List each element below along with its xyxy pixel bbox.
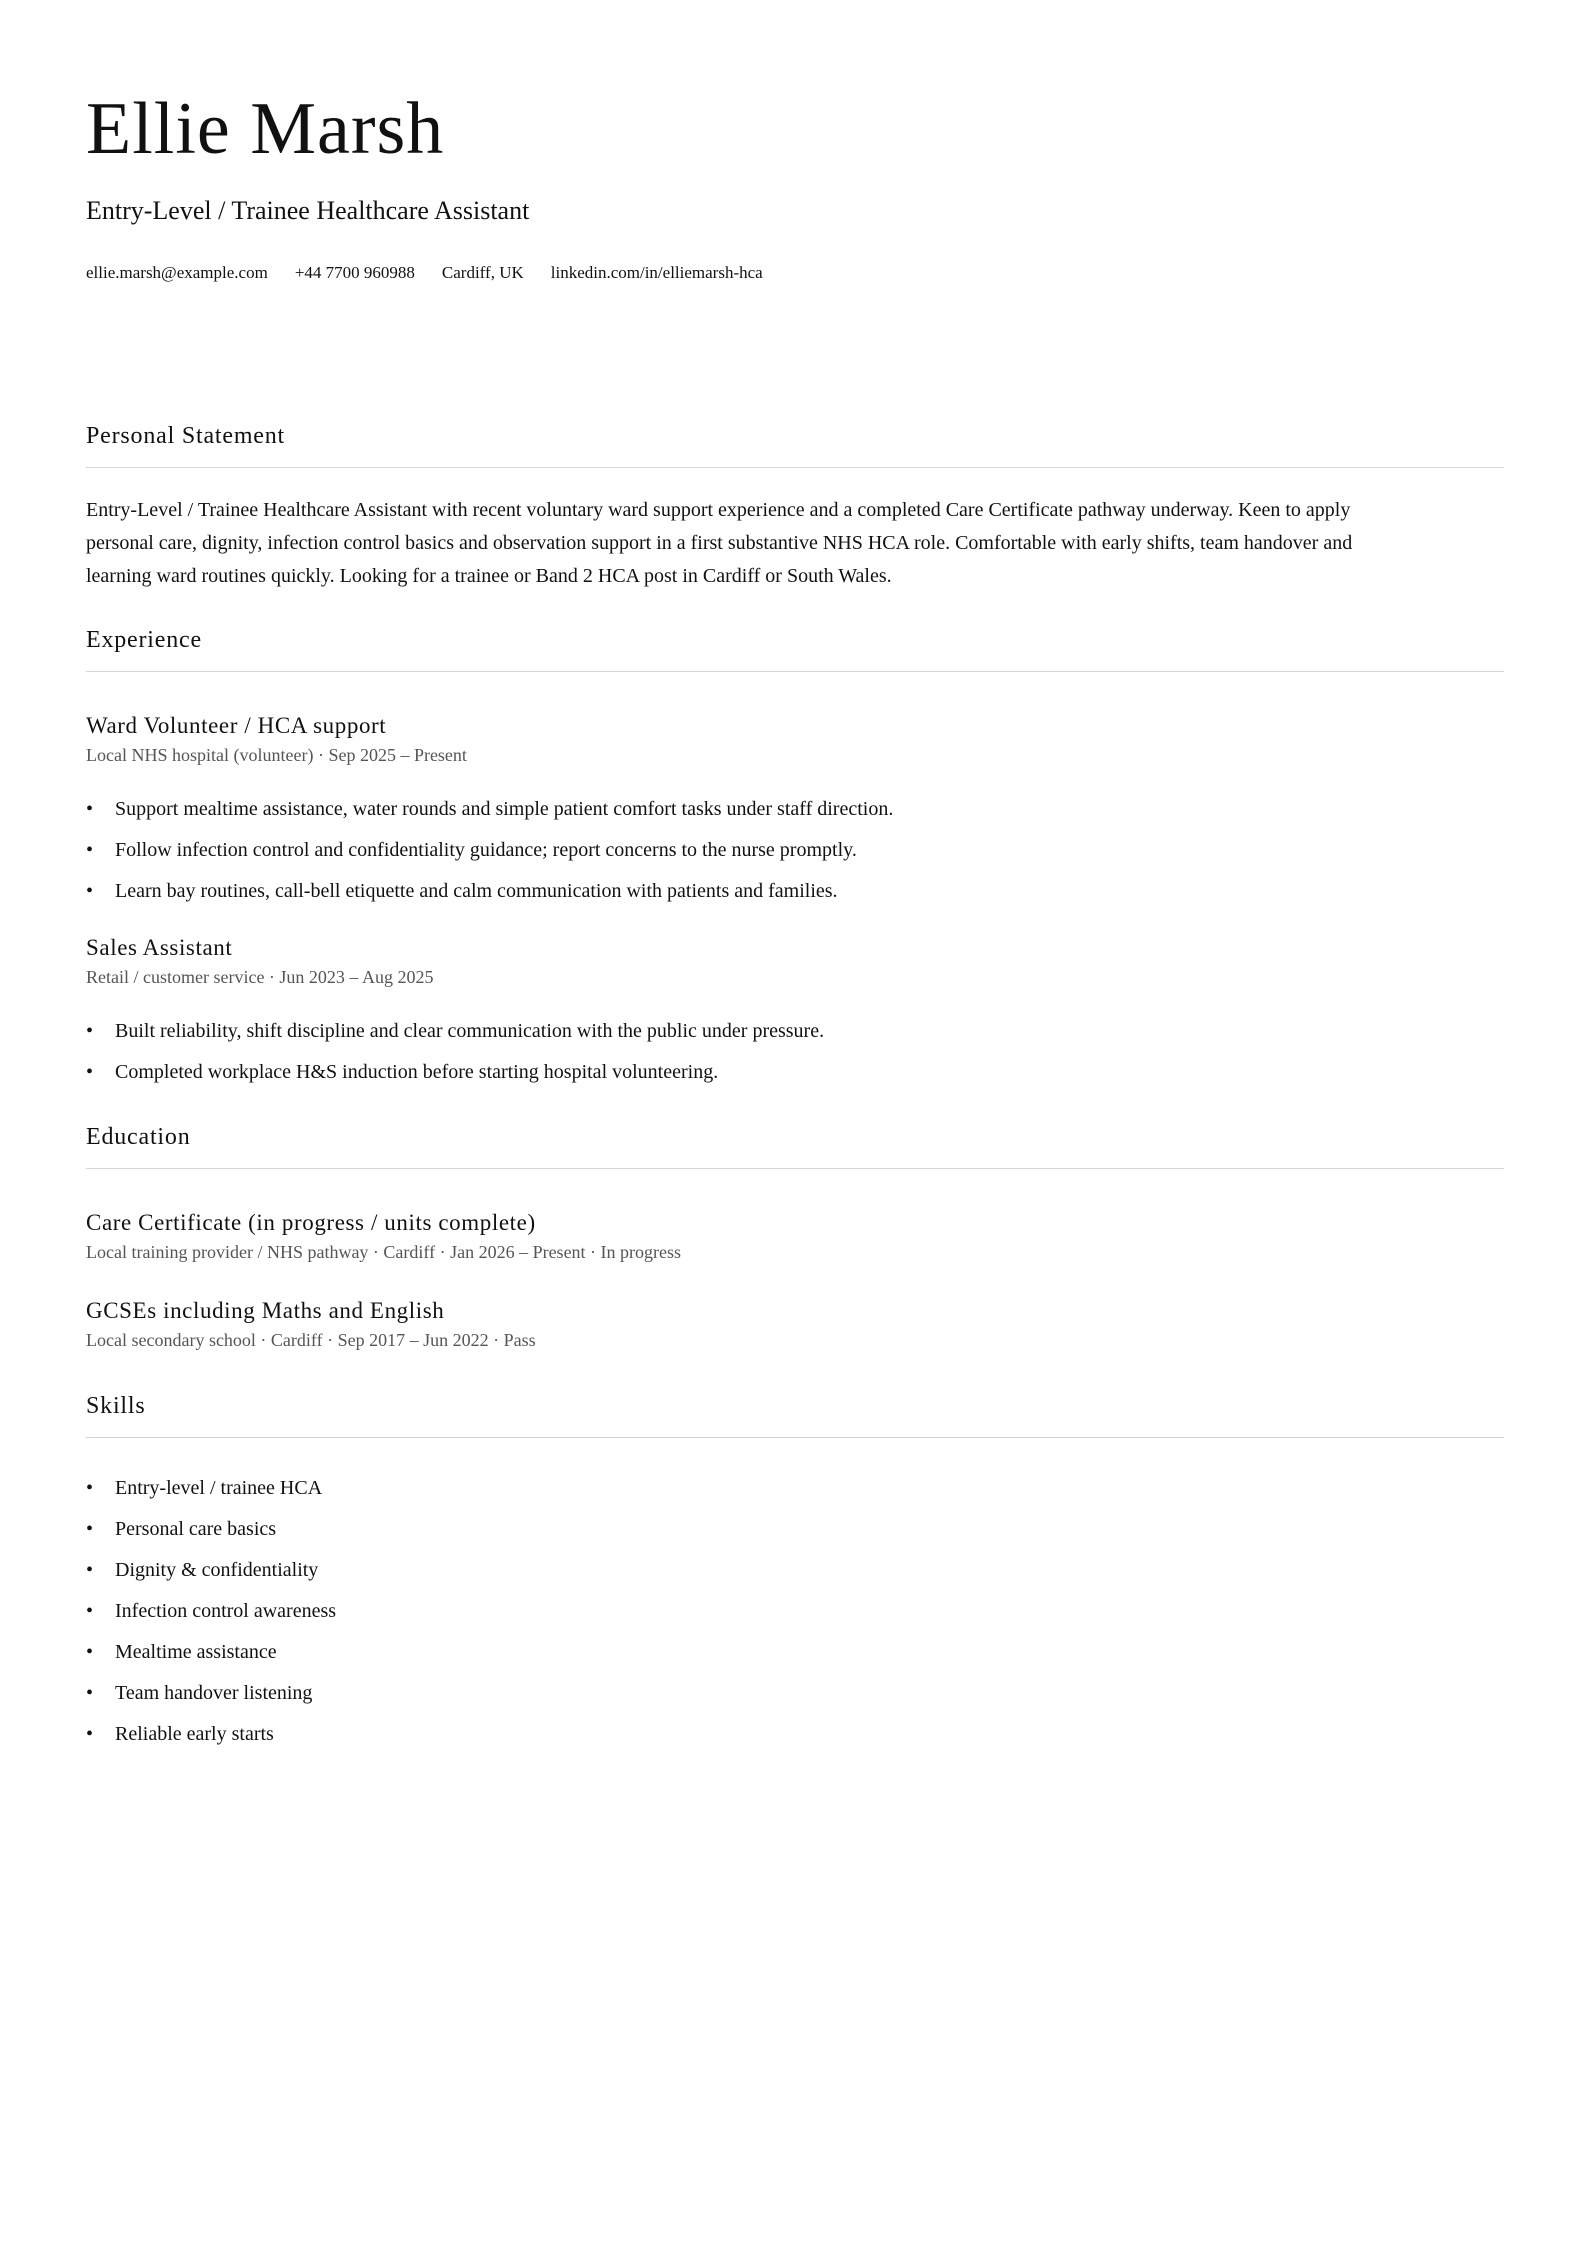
- candidate-name: Ellie Marsh: [86, 88, 445, 170]
- bullet-dot: •: [86, 798, 94, 820]
- resume-page: [86, 0, 1504, 2246]
- section-divider: [86, 671, 1504, 672]
- bullet-dot: •: [86, 1477, 94, 1499]
- bullet-dot: •: [86, 1682, 94, 1704]
- job-meta: Local NHS hospital (volunteer) · Sep 2025 – Present: [86, 745, 467, 765]
- job-title: Ward Volunteer / HCA support: [86, 713, 387, 738]
- statement-line: Entry-Level / Trainee Healthcare Assistant with recent voluntary ward support experience and a completed Care Certificate pathway underway. Keen to apply: [86, 499, 1351, 521]
- job-title: Sales Assistant: [86, 935, 233, 960]
- bullet-dot: •: [86, 1600, 94, 1622]
- bullet-text: Learn bay routines, call-bell etiquette and calm communication with patients and families.: [115, 880, 838, 902]
- section-title-experience: Experience: [86, 627, 202, 653]
- bullet-dot: •: [86, 1061, 94, 1083]
- skill-text: Infection control awareness: [115, 1600, 337, 1622]
- contact-line: [86, 264, 763, 281]
- bullet-text: Support mealtime assistance, water rounds and simple patient comfort tasks under staff direction.: [115, 798, 894, 820]
- section-divider: [86, 467, 1504, 468]
- bullet-text: Built reliability, shift discipline and clear communication with the public under pressure.: [115, 1020, 825, 1042]
- section-divider: [86, 1168, 1504, 1169]
- bullet-dot: •: [86, 1641, 94, 1663]
- education-title: GCSEs including Maths and English: [86, 1298, 445, 1323]
- bullet-dot: •: [86, 839, 94, 861]
- education-meta: Local training provider / NHS pathway · Cardiff · Jan 2026 – Present · In progress: [86, 1242, 682, 1262]
- skill-text: Team handover listening: [115, 1682, 313, 1704]
- contact-location: Cardiff, UK: [441, 263, 524, 282]
- statement-line: learning ward routines quickly. Looking for a trainee or Band 2 HCA post in Cardiff or South Wales.: [86, 565, 892, 587]
- skill-text: Entry-level / trainee HCA: [115, 1477, 323, 1499]
- bullet-dot: •: [86, 1723, 94, 1745]
- skill-text: Personal care basics: [115, 1518, 277, 1540]
- skill-text: Dignity & confidentiality: [115, 1559, 319, 1581]
- job-meta: Retail / customer service · Jun 2023 – Aug 2025: [86, 967, 434, 987]
- bullet-text: Follow infection control and confidentiality guidance; report concerns to the nurse promptly.: [115, 839, 857, 861]
- skill-text: Reliable early starts: [115, 1723, 274, 1745]
- bullet-dot: •: [86, 880, 94, 902]
- candidate-role: Entry-Level / Trainee Healthcare Assistant: [86, 196, 530, 225]
- education-meta: Local secondary school · Cardiff · Sep 2017 – Jun 2022 · Pass: [86, 1330, 536, 1350]
- bullet-dot: •: [86, 1518, 94, 1540]
- contact-linkedin[interactable]: linkedin.com/in/elliemarsh-hca: [550, 263, 763, 282]
- bullet-text: Completed workplace H&S induction before starting hospital volunteering.: [115, 1061, 719, 1083]
- statement-line: personal care, dignity, infection control basics and observation support in a first substantive NHS HCA role. Comfortable with early shifts, team handover and: [86, 532, 1353, 554]
- section-title-personal-statement: Personal Statement: [86, 423, 286, 449]
- section-divider: [86, 1437, 1504, 1438]
- bullet-dot: •: [86, 1020, 94, 1042]
- contact-email[interactable]: ellie.marsh@example.com: [86, 263, 268, 282]
- skill-text: Mealtime assistance: [115, 1641, 277, 1663]
- education-title: Care Certificate (in progress / units complete): [86, 1210, 536, 1235]
- personal-statement-text: [86, 494, 1504, 593]
- contact-phone[interactable]: +44 7700 960988: [294, 263, 415, 282]
- section-title-education: Education: [86, 1124, 191, 1150]
- section-title-skills: Skills: [86, 1393, 146, 1419]
- bullet-dot: •: [86, 1559, 94, 1581]
